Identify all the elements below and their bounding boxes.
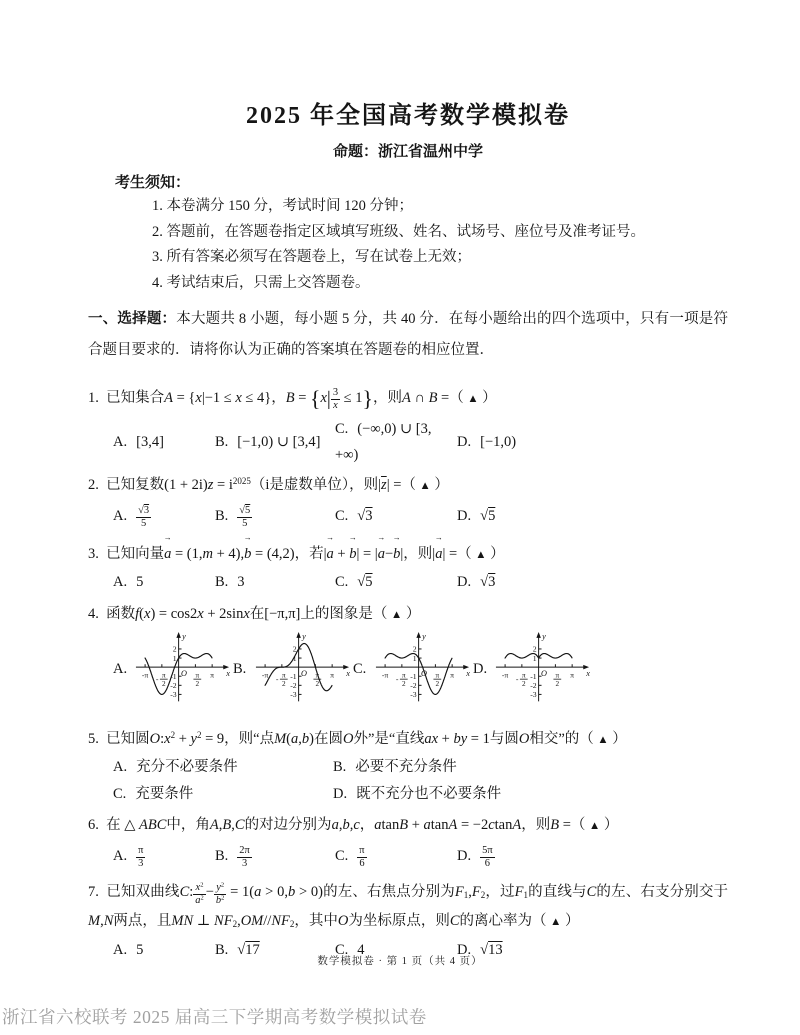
svg-text:O: O <box>540 668 547 678</box>
svg-text:x: x <box>586 668 590 678</box>
svg-text:-1: -1 <box>290 671 297 681</box>
option-b: B. $\frac{2\pi}{3}$ <box>215 845 250 870</box>
svg-text:2: 2 <box>161 679 166 689</box>
watermark: 浙江省六校联考 2025 届高三下学期高考数学模拟试卷 <box>2 1007 427 1027</box>
exam-subtitle: 命题：浙江省温州中学 <box>332 144 483 160</box>
question-stem: 4. 函数f(x) = cos2x + 2sinx在[−π,π]上的图象是（ ▲ ） <box>88 605 421 622</box>
option-d: D. [−1,0) <box>457 433 517 450</box>
svg-text:2: 2 <box>195 679 200 689</box>
svg-text:2: 2 <box>281 679 286 689</box>
notice-title: 考生须知： <box>115 175 191 191</box>
svg-text:-π: -π <box>381 670 389 680</box>
notice-item: 2. 答题前，在答题卷指定区域填写班级、姓名、试场号、座位号及准考证号。 <box>152 223 645 240</box>
svg-text:2: 2 <box>521 679 526 689</box>
svg-text:2: 2 <box>532 644 537 654</box>
graph-option-label: A. <box>113 660 128 677</box>
option-c: C. $\frac{\pi}{6}$ <box>335 845 365 870</box>
option-b: B. 3 <box>215 573 245 590</box>
svg-text:-: - <box>155 674 159 684</box>
svg-text:y: y <box>302 631 306 641</box>
svg-text:-3: -3 <box>170 690 177 700</box>
svg-text:π: π <box>161 670 166 680</box>
option-b: B. 必要不充分条件 <box>333 758 457 775</box>
graph-cell-c <box>353 630 473 718</box>
option-a: A. $\frac{√3}{5}$ <box>113 504 150 529</box>
question-stem: 2. 已知复数$(1 + 2i)z = i^{2025}(i$是虚数单位），则$|\overline{z}|$ =（ ▲ ） <box>88 475 449 493</box>
svg-text:2: 2 <box>315 679 320 689</box>
graph-plot-a <box>134 630 231 716</box>
svg-text:-π: -π <box>501 670 509 680</box>
svg-text:1: 1 <box>412 653 417 663</box>
svg-text:-π: -π <box>261 670 269 680</box>
svg-text:1: 1 <box>292 653 297 663</box>
svg-text:O: O <box>300 668 307 678</box>
question-6 <box>88 812 728 874</box>
notice-item: 3. 所有答案必须写在答题卷上，写在试卷上无效； <box>152 249 471 265</box>
svg-text:y: y <box>542 631 546 641</box>
graph-plot-c <box>374 630 471 716</box>
svg-text:-2: -2 <box>410 680 417 691</box>
svg-text:π: π <box>401 670 406 680</box>
svg-text:2: 2 <box>435 679 440 689</box>
options-row <box>88 500 728 534</box>
question-stem: 5. 已知圆$O:x^2 + y^2 = 9$，则“点M(a,b)在圆O外”是“直线ax + by = 1与圆O相交”的（ ▲ ） <box>88 730 627 747</box>
graph-option-label: B. <box>233 660 247 677</box>
svg-text:x: x <box>226 668 230 678</box>
svg-text:2: 2 <box>412 644 417 654</box>
option-a: A. [3,4] <box>113 433 164 450</box>
option-b: B. [−1,0) ∪ [3,4] <box>215 433 321 450</box>
options-row <box>88 416 728 468</box>
option-a: A. 充分不必要条件 <box>113 758 238 775</box>
svg-text:π: π <box>435 670 440 680</box>
option-d: D. 既不充分也不必要条件 <box>333 785 502 802</box>
svg-text:π: π <box>195 670 200 680</box>
svg-text:π: π <box>555 670 560 680</box>
section-heading <box>88 304 728 366</box>
svg-text:-: - <box>275 674 279 684</box>
svg-text:2: 2 <box>172 644 177 654</box>
svg-text:π: π <box>330 670 335 680</box>
svg-text:π: π <box>315 670 320 680</box>
q4-graphs <box>88 630 728 718</box>
svg-text:-3: -3 <box>290 690 297 700</box>
option-c: C. 充要条件 <box>113 785 194 802</box>
graph-cell-a <box>113 630 233 718</box>
question-3 <box>88 533 728 595</box>
svg-text:1: 1 <box>172 653 177 663</box>
option-a: A. 5 <box>113 942 144 959</box>
question-2 <box>88 472 728 534</box>
section-desc: 本大题共 8 小题，每小题 5 分，共 40 分．在每小题给出的四个选项中，只有一项是符合题目要求的．请将你认为正确的答案填在答题卷的相应位置． <box>88 311 728 358</box>
svg-text:O: O <box>180 668 187 678</box>
svg-text:2: 2 <box>292 644 297 654</box>
option-c: C. 4 <box>335 942 365 959</box>
graph-plot-d <box>494 630 591 716</box>
question-7 <box>88 878 728 963</box>
page-title: 2025 年全国高考数学模拟卷 <box>246 103 570 129</box>
svg-text:π: π <box>570 670 575 680</box>
svg-text:-π: -π <box>141 670 149 680</box>
page-footer: 数学模拟卷 · 第 1 页（共 4 页） <box>317 956 483 967</box>
notice-section <box>88 173 728 296</box>
svg-text:-3: -3 <box>530 690 537 700</box>
svg-text:O: O <box>420 668 427 678</box>
svg-text:y: y <box>182 631 186 641</box>
options-row <box>88 569 728 595</box>
svg-text:-2: -2 <box>170 680 177 691</box>
svg-text:-1: -1 <box>530 671 537 681</box>
question-stem: 1. 已知集合A = {x|−1 ≤ x ≤ 4}，B = {x| $\frac{3}{x}$ ≤ 1}，则A ∩ B =（ ▲ ） <box>88 386 497 411</box>
notice-item: 1. 本卷满分 150 分，考试时间 120 分钟； <box>152 198 413 214</box>
svg-text:2: 2 <box>555 679 560 689</box>
svg-text:-: - <box>515 674 519 684</box>
option-c: C. √3 <box>335 508 373 525</box>
option-d: D. $\frac{5\pi}{6}$ <box>457 845 493 870</box>
graph-option-label: C. <box>353 660 367 677</box>
svg-text:-: - <box>395 674 399 684</box>
svg-text:x: x <box>346 668 350 678</box>
option-d: D. √13 <box>457 942 503 959</box>
svg-text:-2: -2 <box>290 680 297 691</box>
graph-plot-b <box>254 630 351 716</box>
notice-list <box>152 194 728 296</box>
svg-text:-3: -3 <box>410 690 417 700</box>
options-row <box>88 754 728 808</box>
option-b: B. $\frac{√5}{5}$ <box>215 504 251 529</box>
option-b: B. √17 <box>215 942 260 959</box>
option-d: D. √3 <box>457 573 496 590</box>
svg-text:π: π <box>210 670 215 680</box>
svg-text:π: π <box>450 670 455 680</box>
svg-text:y: y <box>422 631 426 641</box>
section-label: 一、选择题： <box>88 311 177 327</box>
svg-text:2: 2 <box>401 679 406 689</box>
options-row <box>88 840 728 874</box>
option-a: A. $\frac{\pi}{3}$ <box>113 845 144 870</box>
question-5 <box>88 726 728 808</box>
question-4 <box>88 601 728 718</box>
svg-text:x: x <box>466 668 470 678</box>
option-c: C. (−∞,0) ∪ [3, +∞) <box>335 420 432 463</box>
question-stem: 7. 已知双曲线C: $\frac{x^2}{a^2}$ − $\frac{y^2}{b^2}$ = 1(a > 0,b > 0)的左、右焦点分别为$F_1,F_2$，过$F_1$的直线与C的左、右支分别交于M,N两点，且MN ⊥ $NF_2,OM//NF_2$，其中O为坐标原点，则C的离心率为（ ▲ ） <box>88 881 729 930</box>
question-stem: 3. 已知向量 → a = (1,m + 4), → b = (4,2)，若| → a + → b| = | → a− → b|，则| → a| =（ ▲ ） <box>88 533 505 562</box>
option-d: D. √5 <box>457 508 496 525</box>
svg-text:-2: -2 <box>530 680 537 691</box>
graph-cell-d <box>473 630 593 718</box>
notice-item: 4. 考试结束后，只需上交答题卷。 <box>152 274 370 291</box>
question-stem: 6. 在 △ ABC中，角A,B,C的对边分别为a,b,c，atanB + atanA = −2ctanA，则B =（ ▲ ） <box>88 816 619 833</box>
option-c: C. √5 <box>335 573 373 590</box>
svg-text:π: π <box>521 670 526 680</box>
graph-cell-b <box>233 630 353 718</box>
question-1 <box>88 381 728 468</box>
graph-option-label: D. <box>473 660 488 677</box>
option-a: A. 5 <box>113 573 144 590</box>
svg-text:1: 1 <box>532 653 537 663</box>
svg-text:-1: -1 <box>410 671 417 681</box>
svg-text:π: π <box>281 670 286 680</box>
svg-text:-1: -1 <box>170 671 177 681</box>
